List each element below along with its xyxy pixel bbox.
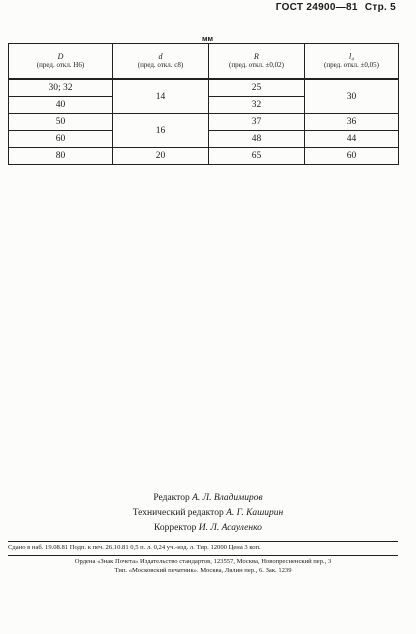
page-header — [272, 2, 396, 13]
cell-D: 80 — [9, 148, 113, 165]
corrector-line: Корректор И. Л. Асауленко — [154, 523, 262, 533]
credits-block — [0, 491, 416, 536]
publisher-line: Ордена «Знак Почета» Издательство стандартов, 123557, Москва, Новопресненский пер., 3 — [74, 558, 332, 565]
cell-l4: 44 — [305, 131, 399, 148]
cell-d: 14 — [113, 79, 209, 114]
cell-D: 50 — [9, 114, 113, 131]
cell-D: 30; 32 — [9, 79, 113, 97]
printer-line: Тип. «Московский печатник». Москва, Лялин пер., 6. Зак. 1239 — [114, 567, 292, 574]
column-header-l4: l₄ (пред. откл. ±0,05) — [305, 44, 399, 80]
cell-d: 20 — [113, 148, 209, 165]
cell-R: 32 — [209, 97, 305, 114]
cell-l4: 36 — [305, 114, 399, 131]
dimensions-table — [8, 43, 399, 165]
cell-D: 60 — [9, 131, 113, 148]
cell-l4: 30 — [305, 79, 399, 114]
column-header-D: D (пред. откл. H6) — [9, 44, 113, 80]
units-label: мм — [202, 34, 214, 43]
cell-d: 16 — [113, 114, 209, 148]
table-row — [9, 148, 399, 165]
tech-editor-line: Технический редактор А. Г. Каширин — [132, 508, 284, 518]
cell-R: 25 — [209, 79, 305, 97]
column-header-R: R (пред. откл. ±0,02) — [209, 44, 305, 80]
standard-number: ГОСТ 24900—81 — [275, 2, 358, 13]
cell-D: 40 — [9, 97, 113, 114]
table-row — [9, 114, 399, 131]
divider — [8, 555, 398, 556]
table-row — [9, 79, 399, 97]
cell-R: 65 — [209, 148, 305, 165]
cell-R: 37 — [209, 114, 305, 131]
page-number: Стр. 5 — [364, 2, 396, 13]
cell-R: 48 — [209, 131, 305, 148]
print-imprint: Сдано в наб. 19.08.81 Подп. к печ. 26.10.81 0,5 п. л. 0,24 уч.-изд. л. Тир. 12000 Цена 3 коп. — [8, 544, 261, 551]
cell-l4: 60 — [305, 148, 399, 165]
divider — [8, 541, 398, 542]
editor-line: Редактор А. Л. Владимиров — [153, 493, 263, 503]
column-header-d: d (пред. откл. c8) — [113, 44, 209, 80]
table-header-row — [9, 44, 399, 80]
